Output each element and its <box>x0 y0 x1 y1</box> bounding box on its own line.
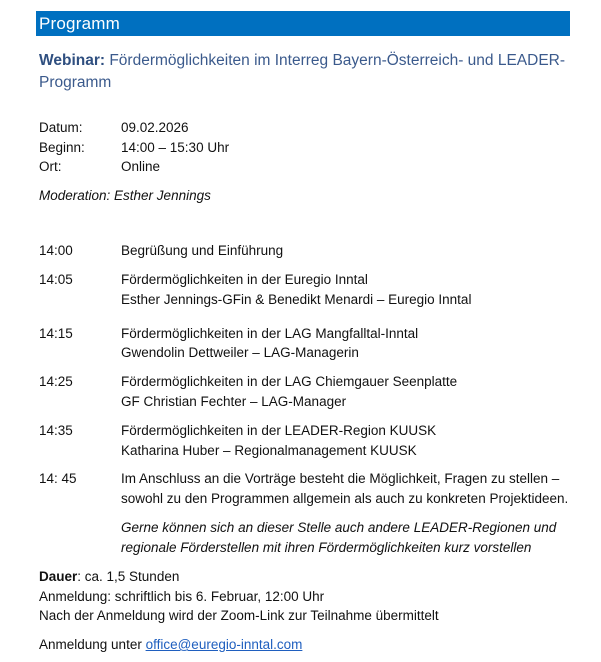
schedule-item-text: sowohl zu den Programmen allgemein als auch zu konkreten Projektideen. <box>121 491 569 506</box>
duration-line <box>39 568 179 586</box>
webinar-title-text: Fördermöglichkeiten im Interreg Bayern-Österreich- und LEADER- <box>105 52 566 69</box>
start-value: 14:00 – 15:30 Uhr <box>121 140 230 155</box>
registration-deadline: Anmeldung: schriftlich bis 6. Februar, 12:00 Uhr <box>39 589 325 604</box>
section-title: Programm <box>39 14 120 33</box>
schedule-item-note: Gerne können sich an dieser Stelle auch andere LEADER-Regionen und <box>121 520 557 535</box>
location-value: Online <box>121 159 161 174</box>
location-label: Ort: <box>39 159 62 174</box>
schedule-item-text: Im Anschluss an die Vorträge besteht die Möglichkeit, Fragen zu stellen – <box>121 471 560 486</box>
schedule-item-note: regionale Förderstellen mit ihren Fördermöglichkeiten kurz vorstellen <box>121 540 532 555</box>
schedule-time: 14:05 <box>39 272 73 287</box>
date-value: 09.02.2026 <box>121 120 189 135</box>
webinar-label: Webinar: <box>39 52 106 69</box>
schedule-item-title: Fördermöglichkeiten in der LAG Mangfalltal-Inntal <box>121 326 419 341</box>
moderation-text: Moderation: Esther Jennings <box>39 188 211 203</box>
schedule-item-speaker: Gwendolin Dettweiler – LAG-Managerin <box>121 345 359 360</box>
registration-contact <box>39 636 302 654</box>
schedule-item-speaker: Esther Jennings-GFin & Benedikt Menardi – Euregio Inntal <box>121 292 472 307</box>
schedule-time: 14:25 <box>39 374 73 389</box>
webinar-title-line-1 <box>39 51 565 71</box>
registration-prefix: Anmeldung unter <box>39 637 146 652</box>
schedule-time: 14:15 <box>39 326 73 341</box>
email-link[interactable]: office@euregio-inntal.com <box>145 637 303 652</box>
schedule-time: 14:35 <box>39 423 73 438</box>
date-label: Datum: <box>39 120 83 135</box>
schedule-time: 14: 45 <box>39 471 77 486</box>
duration-value: : ca. 1,5 Stunden <box>77 569 180 584</box>
schedule-item-speaker: GF Christian Fechter – LAG-Manager <box>121 394 347 409</box>
start-label: Beginn: <box>39 140 85 155</box>
schedule-item-title: Fördermöglichkeiten in der Euregio Inntal <box>121 272 368 287</box>
schedule-item-speaker: Katharina Huber – Regionalmanagement KUUSK <box>121 443 417 458</box>
zoom-link-note: Nach der Anmeldung wird der Zoom-Link zur Teilnahme übermittelt <box>39 608 439 623</box>
section-header-bar <box>36 11 570 36</box>
schedule-item-title: Fördermöglichkeiten in der LAG Chiemgauer Seenplatte <box>121 374 458 389</box>
duration-label: Dauer <box>39 569 78 584</box>
schedule-time: 14:00 <box>39 243 73 258</box>
webinar-title-line-2: Programm <box>39 74 112 91</box>
schedule-item-title: Begrüßung und Einführung <box>121 243 284 258</box>
schedule-item-title: Fördermöglichkeiten in der LEADER-Region KUUSK <box>121 423 437 438</box>
